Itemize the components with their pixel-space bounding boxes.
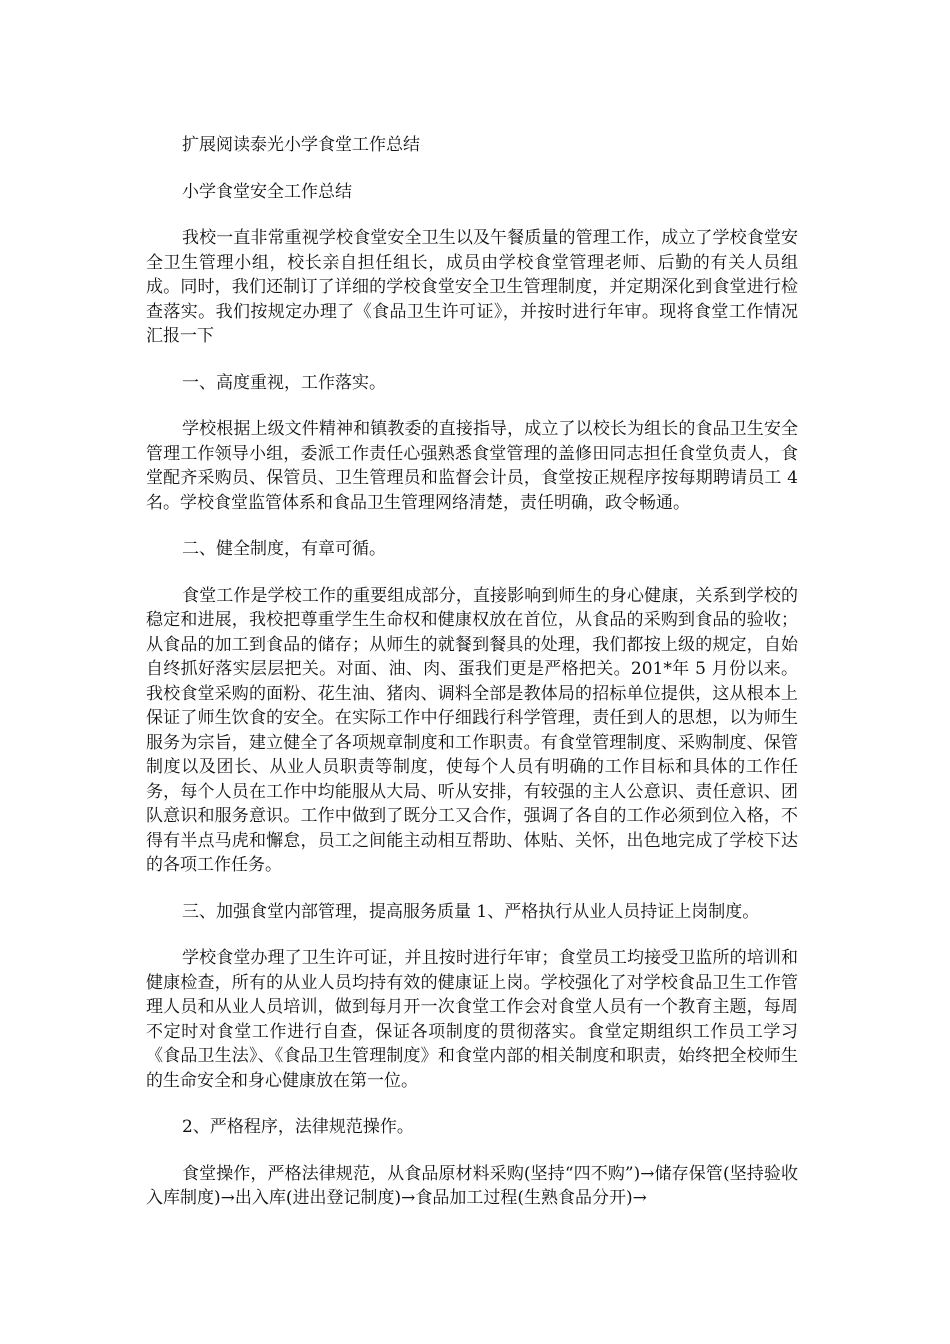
subsection-heading-2: 2、严格程序，法律规范操作。 bbox=[182, 1117, 414, 1137]
extended-reading-title: 扩展阅读泰光小学食堂工作总结 bbox=[182, 135, 420, 155]
section-2-paragraph: 食堂工作是学校工作的重要组成部分，直接影响到师生的身心健康，关系到学校的稳定和进展，我校把尊重学生生命权和健康权放在首位，从食品的采购到食品的验收；从食品的加工到食品的储存；从师生的就餐到餐具的处理，我们都按上级的规定，自始自终抓好落实层层把关。对面、油、肉、蛋我们更是严格把关。201*年 5 月份以来。我校食堂采购的面粉、花生油、猪肉、调料全部是教体局的招标单位提供，这从根本上保证了师生饮食的安全。在实际工作中仔细践行科学管理，责任到人的思想，以为师生服务为宗旨，建立健全了各项规章制度和工作职责。有食堂管理制度、采购制度、保管制度以及团长、从业人员职责等制度，使每个人员有明确的工作目标和具体的工作任务，每个人员在工作中均能服从大局、听从安排，有较强的主人公意识、责任意识、团队意识和服务意识。工作中做到了既分工又合作，强调了各自的工作必须到位入格，不得有半点马虎和懈怠，员工之间能主动相互帮助、体贴、关怀，出色地完成了学校下达的各项工作任务。 bbox=[146, 585, 798, 875]
intro-paragraph: 我校一直非常重视学校食堂安全卫生以及午餐质量的管理工作，成立了学校食堂安全卫生管理小组，校长亲自担任组长，成员由学校食堂管理老师、后勤的有关人员组成。同时，我们还制订了详细的学校食堂安全卫生管理制度，并定期深化到食堂进行检查落实。我们按规定办理了《食品卫生许可证》，并按时进行年审。现将食堂工作情况汇报一下 bbox=[146, 228, 798, 346]
section-heading-3: 三、加强食堂内部管理，提高服务质量 1、严格执行从业人员持证上岗制度。 bbox=[182, 901, 760, 922]
section-heading-1: 一、高度重视，工作落实。 bbox=[182, 372, 386, 393]
document-title: 小学食堂安全工作总结 bbox=[182, 181, 352, 202]
subsection-2-paragraph: 食堂操作，严格法律规范，从食品原材料采购(坚持“四不购”)→储存保管(坚持验收入库制度)→出入库(进出登记制度)→食品加工过程(生熟食品分开)→ bbox=[146, 1163, 798, 1208]
section-3-paragraph: 学校食堂办理了卫生许可证，并且按时进行年审；食堂员工均接受卫监所的培训和健康检查，所有的从业人员均持有效的健康证上岗。学校强化了对学校食品卫生工作管理人员和从业人员培训，做到每月开一次食堂工作会对食堂人员有一个教育主题，每周不定时对食堂工作进行自查，保证各项制度的贯彻落实。食堂定期组织工作员工学习《食品卫生法》、《食品卫生管理制度》和食堂内部的相关制度和职责，始终把全校师生的生命安全和身心健康放在第一位。 bbox=[146, 948, 798, 1091]
section-1-paragraph: 学校根据上级文件精神和镇教委的直接指导，成立了以校长为组长的食品卫生安全管理工作领导小组，委派工作责任心强熟悉食堂管理的盖修田同志担任食堂负责人，食堂配齐采购员、保管员、卫生管理员和监督会计员，食堂按正规程序按每期聘请员工 4 名。学校食堂监管体系和食品卫生管理网络清楚，责任明确，政令畅通。 bbox=[146, 419, 798, 513]
section-heading-2: 二、健全制度，有章可循。 bbox=[182, 539, 386, 559]
document-page bbox=[146, 133, 798, 1233]
